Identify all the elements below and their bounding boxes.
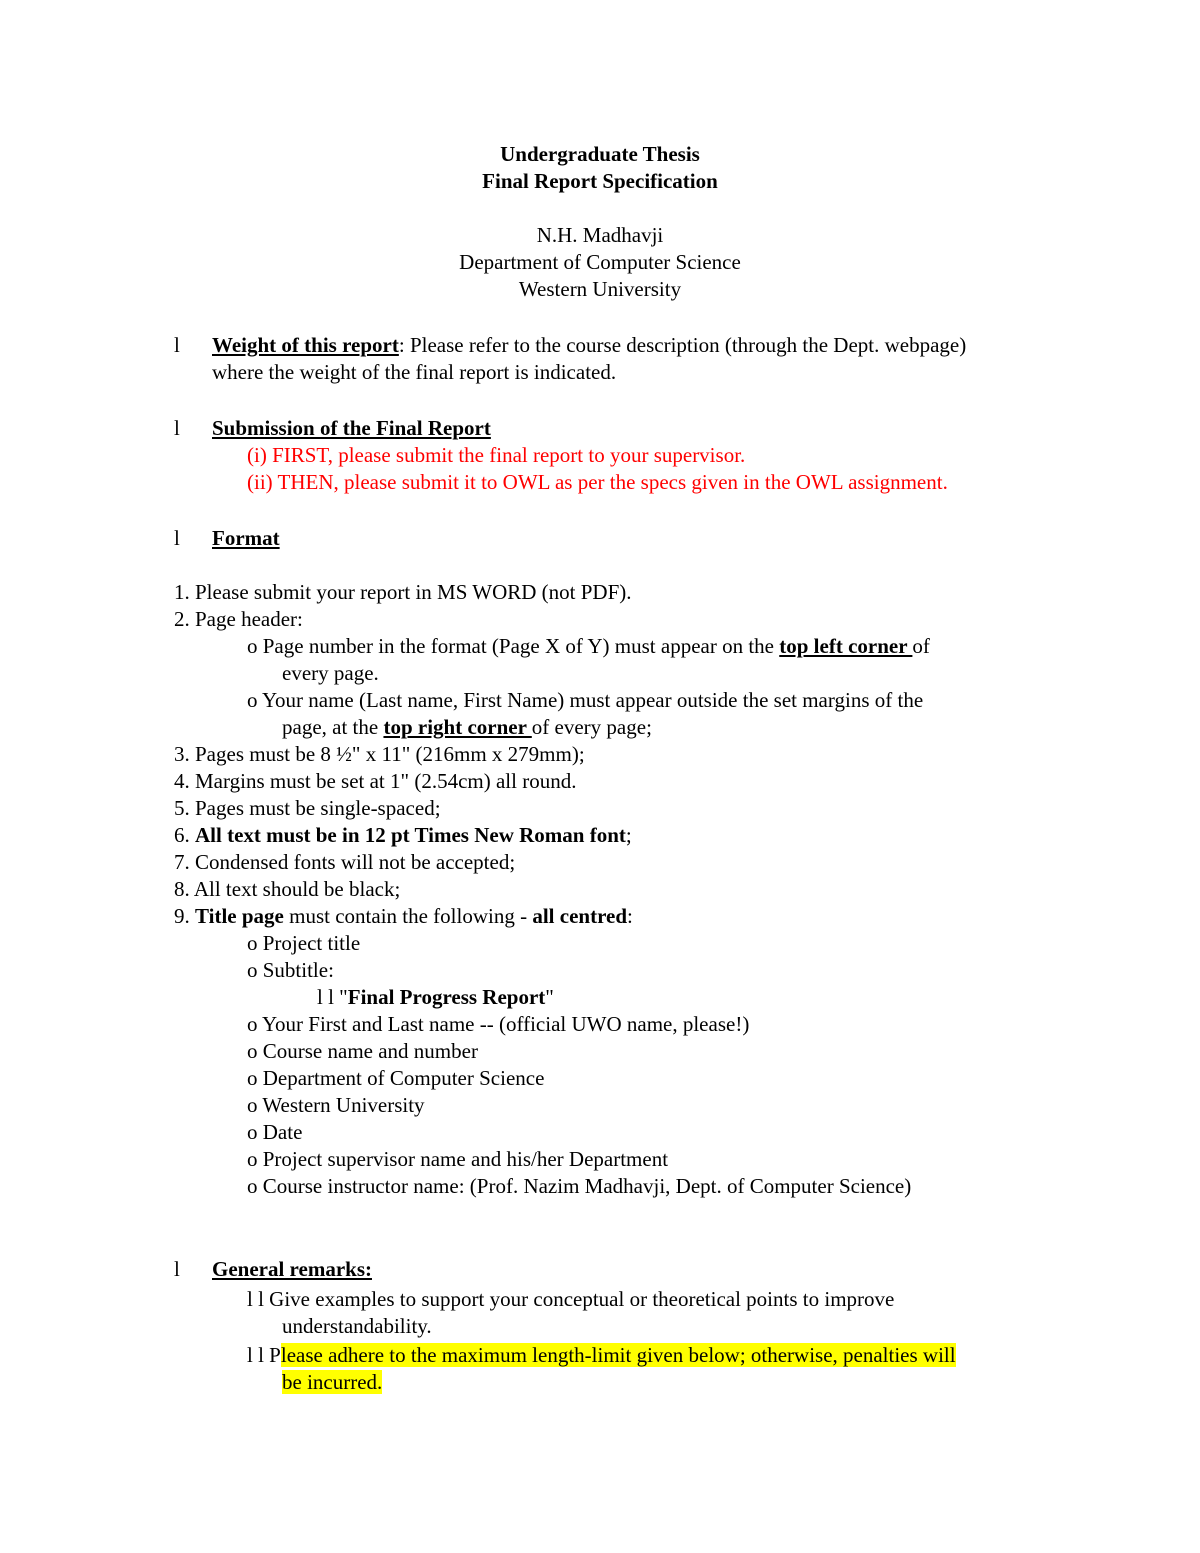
format-item: 4. Margins must be set at 1" (2.54cm) all round. [174,769,577,793]
subitem-emphasis: top right corner [383,715,532,739]
item-text: : [627,904,633,928]
weight-line-2: where the weight of the final report is indicated. [212,360,617,384]
format-item: 7. Condensed fonts will not be accepted; [174,850,516,874]
subitem-text: of every page; [531,715,652,739]
remarks-heading: General remarks: [212,1257,372,1281]
bullet-marker: l [174,333,180,357]
format-item [174,903,633,930]
format-subitem: o Your name (Last name, First Name) must appear outside the set margins of the [247,688,924,712]
quote-mark: " [333,985,348,1009]
title-page-item: o Course instructor name: (Prof. Nazim Madhavji, Dept. of Computer Science) [247,1174,912,1198]
subitem-text: page, at the [282,715,384,739]
highlighted-text: be incurred. [282,1370,383,1394]
submission-heading: Submission of the Final Report [212,416,491,440]
remark-item-cont [282,1369,382,1396]
weight-line-1 [212,332,966,359]
subitem-emphasis: top left corner [779,634,913,658]
highlighted-text: lease adhere to the maximum length-limit given below; otherwise, penalties will [280,1343,956,1367]
item-number: 9. [174,904,195,928]
remark-text: Give examples to support your conceptual or theoretical points to improve [263,1287,895,1311]
format-item: 1. Please submit your report in MS WORD (not PDF). [174,580,632,604]
sub-marker: l l [247,1287,264,1311]
title-page-subitem [317,984,554,1011]
format-item: 3. Pages must be 8 ½" x 11" (216mm x 279mm); [174,742,585,766]
title-page-item: o Western University [247,1093,425,1117]
title-page-item: o Your First and Last name -- (official UWO name, please!) [247,1012,750,1036]
item-text: ; [625,823,632,847]
weight-text: Please refer to the course description (through the Dept. webpage) [404,333,967,357]
remark-item [247,1342,956,1369]
format-subitem-cont: every page. [282,661,379,685]
format-item: 5. Pages must be single-spaced; [174,796,441,820]
title-page-item: o Project supervisor name and his/her Department [247,1147,669,1171]
format-heading: Format [212,526,280,550]
remark-text: P [263,1343,281,1367]
remark-item [247,1286,894,1313]
doc-title: Undergraduate Thesis [500,142,700,166]
format-subitem [247,633,930,660]
format-item [174,822,632,849]
sub-marker: l l [247,1343,264,1367]
title-page-item: o Subtitle: [247,958,334,982]
doc-subtitle: Final Report Specification [482,169,718,193]
sub-marker: l l [317,985,334,1009]
item-emphasis: All text must be in 12 pt Times New Roman font [195,823,626,847]
bullet-marker: l [174,1257,180,1281]
title-page-item: o Project title [247,931,361,955]
doc-author: N.H. Madhavji [536,223,664,247]
item-emphasis: all centred [532,904,628,928]
remark-item-cont: understandability. [282,1314,432,1338]
item-text: must contain the following - [283,904,533,928]
item-number: 6. [174,823,195,847]
title-page-item: o Department of Computer Science [247,1066,545,1090]
subitem-text: of [912,634,930,658]
submission-step-2: (ii) THEN, please submit it to OWL as per the specs given in the OWL assignment. [247,470,948,494]
subitem-text: o Page number in the format (Page X of Y) must appear on the [247,634,780,658]
weight-colon: : [398,333,405,357]
quote-mark: " [545,985,554,1009]
title-page-item: o Course name and number [247,1039,478,1063]
item-emphasis: Title page [195,904,284,928]
bullet-marker: l [174,416,180,440]
subtitle-emphasis: Final Progress Report [347,985,546,1009]
submission-step-1: (i) FIRST, please submit the final report to your supervisor. [247,443,746,467]
title-page-item: o Date [247,1120,303,1144]
format-item: 2. Page header: [174,607,303,631]
bullet-marker: l [174,526,180,550]
weight-heading: Weight of this report [212,333,399,357]
doc-department: Department of Computer Science [459,250,741,274]
doc-university: Western University [518,277,682,301]
format-subitem-cont [282,714,652,741]
format-item: 8. All text should be black; [174,877,401,901]
